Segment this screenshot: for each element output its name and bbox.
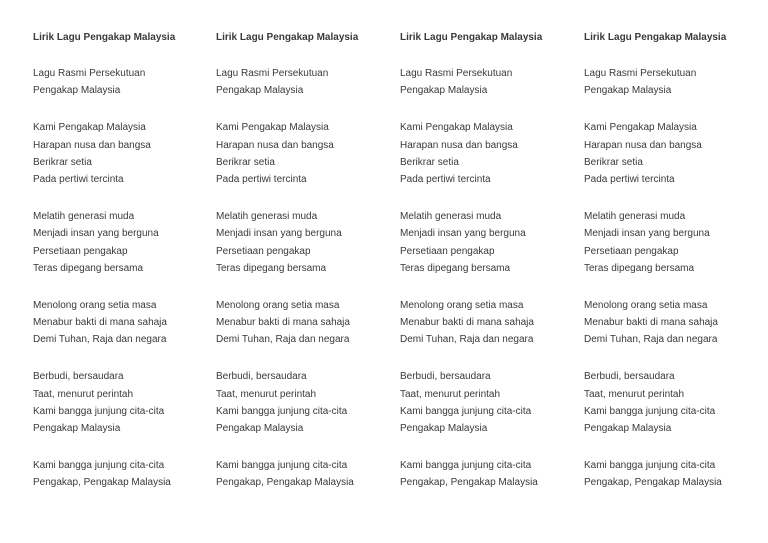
lyrics-title: Lirik Lagu Pengakap Malaysia <box>216 32 359 43</box>
lyrics-line: Kami bangga junjung cita-cita <box>216 460 348 472</box>
lyrics-line: Menabur bakti di mana sahaja <box>584 317 718 329</box>
lyrics-title: Lirik Lagu Pengakap Malaysia <box>33 32 176 43</box>
lyrics-line: Menjadi insan yang berguna <box>584 228 710 240</box>
lyrics-line: Berikrar setia <box>400 156 459 168</box>
lyrics-line: Teras dipegang bersama <box>400 262 511 274</box>
lyrics-stanza <box>216 65 396 99</box>
lyrics-column-1 <box>33 31 213 492</box>
lyrics-line: Teras dipegang bersama <box>216 262 327 274</box>
lyrics-column-2 <box>216 31 396 492</box>
lyrics-line: Berikrar setia <box>216 156 275 168</box>
lyrics-stanza <box>400 119 580 188</box>
lyrics-line: Pada pertiwi tercinta <box>33 173 124 185</box>
lyrics-line: Kami Pengakap Malaysia <box>216 122 329 134</box>
lyrics-line: Pada pertiwi tercinta <box>584 173 675 185</box>
lyrics-stanza <box>584 119 764 188</box>
lyrics-line: Lagu Rasmi Persekutuan <box>33 68 146 79</box>
lyrics-line: Taat, menurut perintah <box>33 388 134 400</box>
lyrics-stanza <box>33 119 213 188</box>
lyrics-line: Taat, menurut perintah <box>584 388 685 400</box>
lyrics-line: Demi Tuhan, Raja dan negara <box>216 334 350 346</box>
lyrics-line: Menabur bakti di mana sahaja <box>400 317 534 329</box>
lyrics-stanza <box>584 297 764 349</box>
lyrics-line: Kami Pengakap Malaysia <box>400 122 513 134</box>
lyrics-line: Kami bangga junjung cita-cita <box>584 460 716 472</box>
lyrics-line: Menolong orang setia masa <box>400 299 524 311</box>
lyrics-line: Kami Pengakap Malaysia <box>584 122 697 134</box>
lyrics-line: Taat, menurut perintah <box>400 388 501 400</box>
lyrics-title: Lirik Lagu Pengakap Malaysia <box>400 32 543 43</box>
lyrics-line: Kami bangga junjung cita-cita <box>33 460 165 472</box>
lyrics-stanza <box>216 368 396 437</box>
lyrics-line: Lagu Rasmi Persekutuan <box>584 68 697 79</box>
lyrics-stanza <box>400 457 580 491</box>
lyrics-column-4 <box>584 31 764 492</box>
lyrics-line: Pengakap Malaysia <box>33 423 121 434</box>
lyrics-line: Harapan nusa dan bangsa <box>584 139 702 151</box>
lyrics-line: Menabur bakti di mana sahaja <box>216 317 350 329</box>
lyrics-line: Demi Tuhan, Raja dan negara <box>33 334 167 346</box>
lyrics-line: Melatih generasi muda <box>400 211 502 223</box>
lyrics-line: Menolong orang setia masa <box>33 299 157 311</box>
lyrics-stanza <box>33 457 213 491</box>
lyrics-stanza <box>33 208 213 277</box>
lyrics-line: Menjadi insan yang berguna <box>400 228 526 240</box>
lyrics-line: Pengakap, Pengakap Malaysia <box>216 477 354 489</box>
lyrics-line: Menolong orang setia masa <box>584 299 708 311</box>
lyrics-line: Demi Tuhan, Raja dan negara <box>400 334 534 346</box>
lyrics-line: Kami bangga junjung cita-cita <box>400 405 532 417</box>
lyrics-stanza <box>584 65 764 99</box>
lyrics-line: Kami bangga junjung cita-cita <box>400 460 532 472</box>
lyrics-stanza <box>216 119 396 188</box>
lyrics-line: Melatih generasi muda <box>216 211 318 223</box>
lyrics-stanza <box>400 208 580 277</box>
lyrics-line: Lagu Rasmi Persekutuan <box>216 68 329 79</box>
lyrics-line: Berbudi, bersaudara <box>216 371 307 383</box>
lyrics-line: Berbudi, bersaudara <box>33 371 124 383</box>
lyrics-line: Persetiaan pengakap <box>400 245 495 257</box>
lyrics-line: Pengakap, Pengakap Malaysia <box>33 477 171 489</box>
lyrics-line: Taat, menurut perintah <box>216 388 317 400</box>
lyrics-line: Menolong orang setia masa <box>216 299 340 311</box>
lyrics-line: Berikrar setia <box>584 156 643 168</box>
lyrics-stanza <box>33 297 213 349</box>
lyrics-line: Kami bangga junjung cita-cita <box>216 405 348 417</box>
lyrics-line: Harapan nusa dan bangsa <box>216 139 334 151</box>
lyrics-stanza <box>584 208 764 277</box>
lyrics-stanza <box>216 457 396 491</box>
lyrics-line: Kami bangga junjung cita-cita <box>33 405 165 417</box>
lyrics-stanza <box>584 457 764 491</box>
lyrics-line: Melatih generasi muda <box>584 211 686 223</box>
lyrics-stanza <box>33 65 213 99</box>
lyrics-line: Menjadi insan yang berguna <box>33 228 159 240</box>
lyrics-line: Harapan nusa dan bangsa <box>400 139 518 151</box>
lyrics-line: Demi Tuhan, Raja dan negara <box>584 334 718 346</box>
lyrics-line: Melatih generasi muda <box>33 211 135 223</box>
lyrics-line: Teras dipegang bersama <box>584 262 695 274</box>
lyrics-line: Pengakap Malaysia <box>400 85 488 97</box>
lyrics-stanza <box>216 297 396 349</box>
lyrics-line: Kami Pengakap Malaysia <box>33 122 146 134</box>
lyrics-line: Teras dipegang bersama <box>33 262 144 274</box>
lyrics-title: Lirik Lagu Pengakap Malaysia <box>584 32 727 43</box>
lyrics-stanza <box>400 297 580 349</box>
lyrics-line: Lagu Rasmi Persekutuan <box>400 68 513 79</box>
lyrics-line: Persetiaan pengakap <box>33 245 128 257</box>
lyrics-line: Berikrar setia <box>33 156 92 168</box>
lyrics-stanza <box>216 208 396 277</box>
lyrics-line: Pada pertiwi tercinta <box>216 173 307 185</box>
lyrics-line: Pengakap Malaysia <box>33 85 121 97</box>
lyrics-line: Harapan nusa dan bangsa <box>33 139 151 151</box>
lyrics-line: Pengakap Malaysia <box>584 423 672 434</box>
lyrics-line: Menjadi insan yang berguna <box>216 228 342 240</box>
lyrics-line: Kami bangga junjung cita-cita <box>584 405 716 417</box>
lyrics-line: Pengakap Malaysia <box>584 85 672 97</box>
lyrics-stanza <box>400 65 580 99</box>
lyrics-line: Pengakap Malaysia <box>400 423 488 434</box>
lyrics-stanza <box>584 368 764 437</box>
lyrics-line: Pada pertiwi tercinta <box>400 173 491 185</box>
lyrics-line: Pengakap Malaysia <box>216 423 304 434</box>
lyrics-line: Persetiaan pengakap <box>584 245 679 257</box>
lyrics-stanza <box>400 368 580 437</box>
lyrics-column-3 <box>400 31 580 492</box>
lyrics-line: Pengakap, Pengakap Malaysia <box>584 477 722 489</box>
lyrics-line: Persetiaan pengakap <box>216 245 311 257</box>
lyrics-stanza <box>33 368 213 437</box>
lyrics-line: Pengakap Malaysia <box>216 85 304 97</box>
lyrics-line: Berbudi, bersaudara <box>584 371 675 383</box>
lyrics-line: Pengakap, Pengakap Malaysia <box>400 477 538 489</box>
lyrics-line: Berbudi, bersaudara <box>400 371 491 383</box>
lyrics-line: Menabur bakti di mana sahaja <box>33 317 167 329</box>
